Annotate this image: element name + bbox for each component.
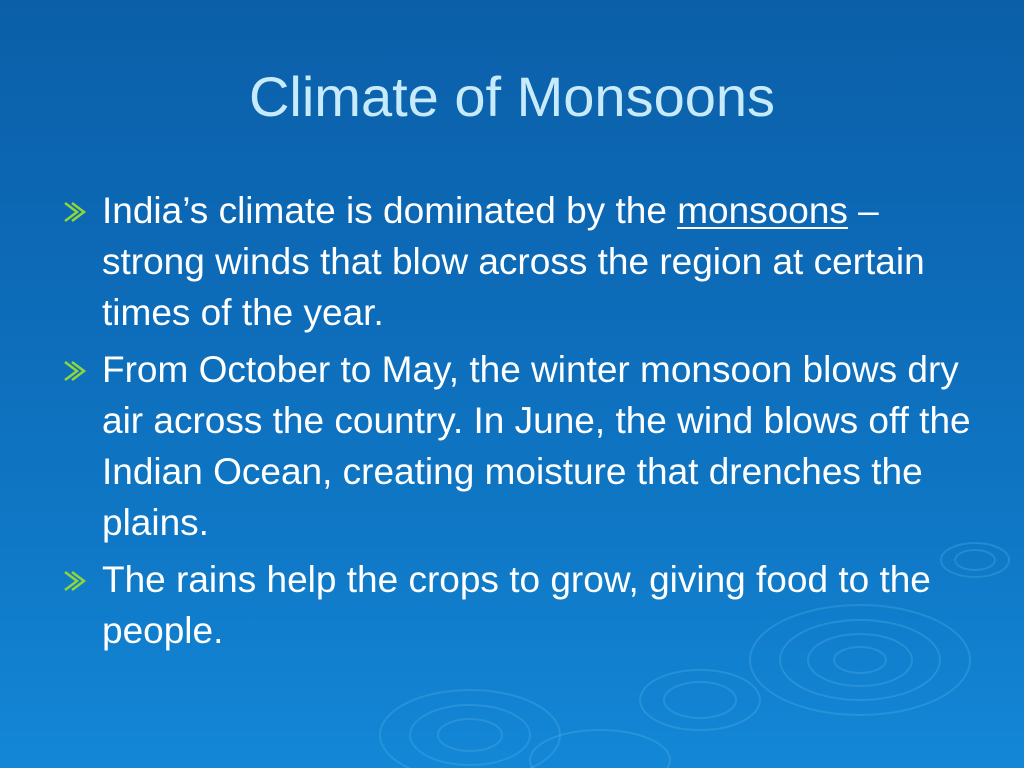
bullet-list [62, 185, 982, 662]
bullet-item-2 [62, 344, 982, 548]
chevron-right-arrow-icon [62, 570, 88, 592]
bullet-text-lead: India’s climate is dominated by the [102, 190, 667, 231]
chevron-right-arrow-icon [62, 360, 88, 382]
bullet-text: From October to May, the winter monsoon blows dry air across the country. In June, the wind blows off the Indian Ocean, creating moisture that drenches the plains. [102, 349, 971, 543]
bullet-item-3 [62, 554, 982, 656]
bullet-text-rest: – strong winds that blow across the region at certain times of the year. [102, 190, 925, 333]
chevron-right-arrow-icon [62, 201, 88, 223]
bullet-item-1 [62, 185, 982, 338]
slide-title: Climate of Monsoons [248, 65, 775, 128]
monsoons-term: monsoons [677, 190, 848, 231]
bullet-text: The rains help the crops to grow, giving food to the people. [102, 559, 931, 651]
